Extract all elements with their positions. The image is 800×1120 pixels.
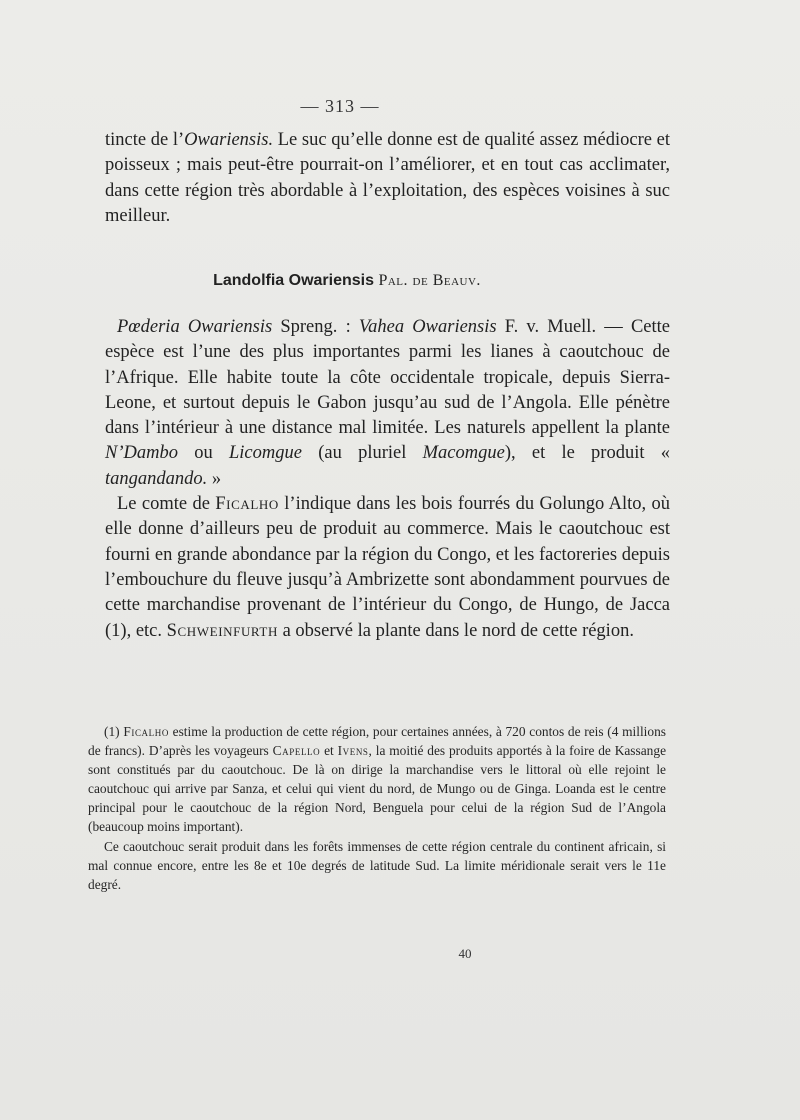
author-schweinfurth: Schweinfurth [166,620,278,641]
vernacular-name-3: Macomgue [422,443,505,464]
text-run: Le comte de [117,494,216,515]
vernacular-name-4: tangandando. [105,468,208,489]
paragraph-ficalho [105,492,670,644]
paragraph-description [105,315,670,492]
text-run: estime la production de cette région, pour certaines années, à 720 contos de reis (4 millions de francs). D’après les voyageurs [88,724,666,759]
footnote-1 [88,722,666,837]
author-ivens: Ivens [337,743,369,759]
text-run: Spreng. : [272,317,359,337]
text-run: Le suc qu’elle donne est de qualité assez médiocre et poisseux ; mais peut-être pourrait-on l’améliorer, et en tout cas acclimater, dans cette région très abordable à l’exploitation, des espèces voisines à suc meilleur. [105,130,670,226]
text-run: ), et le produit « [504,443,670,464]
text-run: a observé la plante dans le nord de cette région. [277,620,634,641]
text-run: l’indique dans les bois fourrés du Golungo Alto, où elle donne d’ailleurs peu de produit au commerce. Mais le caoutchouc est fourni en grande abondance par la région du Congo, et les factoreries depuis l’embouchure du fleuve jusqu’à Ambrizette sont abondamment pourvues de cette marchandise provenant de l’intérieur du Congo, de Hungo, de Jacca (1), etc. [105,494,670,641]
section-heading [105,272,589,290]
page-number: — 313 — [300,96,380,116]
synonym-2: Vahea Owariensis [358,317,497,337]
text-run: et [320,743,338,759]
species-name: Landolfia Owariensis [213,272,375,289]
text-run: F. v. Muell. — Cette espèce est l’une des plus importantes parmi les lianes à caoutchouc de l’Afrique. Elle habite toute la côte occidentale tropicale, depuis Sierra-Leone, et surtout depuis le Gabon jusqu’au sud de l’Angola. Elle pénètre dans l’intérieur à une distance mal limitée. Les naturels appellent la plante [105,317,670,439]
author-ficalho: Ficalho [215,494,279,515]
text-run: ou [177,443,229,464]
footnote-1-continued: Ce caoutchouc serait produit dans les forêts immenses de cette région centrale du continent africain, si mal connue encore, entre les 8e et 10e degrés de latitude Sud. La limite méridionale serait vers le 11e degré. [88,838,666,892]
text-run: , la moitié des produits apportés à la foire de Kassange sont constitués par du caoutchouc. De là on dirige la marchandise vers le littoral où elle rejoint le caoutchouc qui arrive par Sanza, et celui qui vient du nord, de Mungo ou de Ginga. Loanda est le centre principal pour le caoutchouc de la région Nord, Benguela pour celui de la région Sud de l’Angola (beaucoup moins important). [88,743,667,835]
synonym-1: Pœderia Owariensis [117,317,273,337]
text-run: (au pluriel [301,443,423,464]
vernacular-name-1: N’Dambo [105,443,178,464]
footnote-marker: (1) [104,724,124,739]
species-authority: Pal. de Beauv. [378,272,481,289]
vernacular-name-2: Licomgue [228,443,302,464]
author-ficalho: Ficalho [123,724,169,739]
species-description [105,315,670,644]
text-run: » [207,468,222,489]
author-capello: Capello [272,743,321,759]
species-epithet: Owariensis. [184,130,274,150]
paragraph-continuation [105,128,670,229]
signature-mark: 40 [458,946,472,961]
footnotes [88,722,666,894]
text-run: tincte de l’ [105,130,185,150]
